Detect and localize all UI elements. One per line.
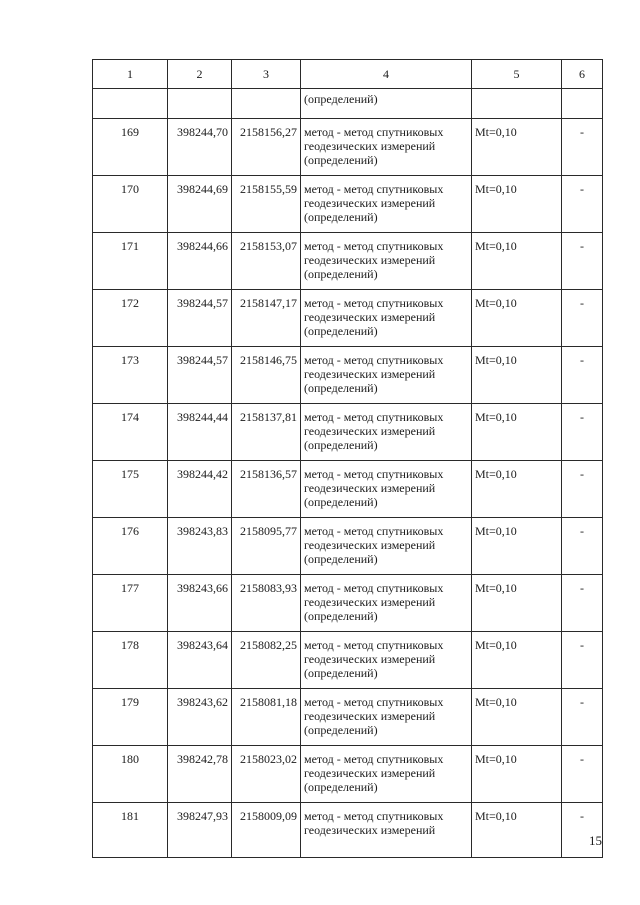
cell-reference: - [562, 575, 603, 632]
header-row [93, 60, 603, 89]
cell-reference: - [562, 347, 603, 404]
cell-accuracy: Mt=0,10 [472, 233, 562, 290]
cell-method [301, 803, 472, 858]
cell-point-number: 176 [93, 518, 168, 575]
cell-point-number: 179 [93, 689, 168, 746]
cell-method [301, 518, 472, 575]
method-line: геодезических измерений [304, 367, 436, 381]
method-line: метод - метод спутниковых [304, 182, 444, 196]
cell-reference [562, 89, 603, 119]
cell-method [301, 290, 472, 347]
cell-reference: - [562, 689, 603, 746]
cell-accuracy: Mt=0,10 [472, 632, 562, 689]
cell-reference: - [562, 518, 603, 575]
method-line: метод - метод спутниковых [304, 296, 444, 310]
cell-point-number: 173 [93, 347, 168, 404]
method-line: (определений) [304, 723, 378, 737]
cell-method [301, 689, 472, 746]
method-line: геодезических измерений [304, 139, 436, 153]
method-line: метод - метод спутниковых [304, 524, 444, 538]
cell-method [301, 575, 472, 632]
method-line: метод - метод спутниковых [304, 467, 444, 481]
cell-y-coordinate: 2158009,09 [232, 803, 301, 858]
cell-point-number: 175 [93, 461, 168, 518]
method-line: метод - метод спутниковых [304, 353, 444, 367]
cell-method [301, 89, 472, 119]
cell-y-coordinate: 2158156,27 [232, 119, 301, 176]
cell-y-coordinate: 2158083,93 [232, 575, 301, 632]
cell-point-number: 172 [93, 290, 168, 347]
method-line: геодезических измерений [304, 481, 436, 495]
table-header [93, 60, 603, 89]
table-row [93, 347, 603, 404]
cell-x-coordinate [168, 89, 232, 119]
cell-point-number: 169 [93, 119, 168, 176]
cell-point-number: 177 [93, 575, 168, 632]
cell-x-coordinate: 398244,42 [168, 461, 232, 518]
method-line: геодезических измерений [304, 709, 436, 723]
method-line: метод - метод спутниковых [304, 239, 444, 253]
cell-x-coordinate: 398244,70 [168, 119, 232, 176]
table-row [93, 518, 603, 575]
cell-point-number [93, 89, 168, 119]
cell-method [301, 632, 472, 689]
cell-x-coordinate: 398243,66 [168, 575, 232, 632]
method-line: метод - метод спутниковых [304, 581, 444, 595]
cell-y-coordinate: 2158081,18 [232, 689, 301, 746]
cell-y-coordinate: 2158095,77 [232, 518, 301, 575]
cell-point-number: 171 [93, 233, 168, 290]
cell-accuracy [472, 89, 562, 119]
cell-accuracy: Mt=0,10 [472, 176, 562, 233]
cell-point-number: 180 [93, 746, 168, 803]
cell-y-coordinate: 2158155,59 [232, 176, 301, 233]
method-line: метод - метод спутниковых [304, 695, 444, 709]
method-line: (определений) [304, 666, 378, 680]
cell-x-coordinate: 398243,64 [168, 632, 232, 689]
cell-method [301, 233, 472, 290]
cell-y-coordinate: 2158023,02 [232, 746, 301, 803]
cell-y-coordinate: 2158082,25 [232, 632, 301, 689]
header-col-4: 4 [301, 60, 472, 89]
header-col-3: 3 [232, 60, 301, 89]
cell-reference: - [562, 803, 603, 858]
cell-y-coordinate: 2158153,07 [232, 233, 301, 290]
table-row [93, 689, 603, 746]
table-body [93, 89, 603, 858]
cell-accuracy: Mt=0,10 [472, 803, 562, 858]
header-col-5: 5 [472, 60, 562, 89]
table-row [93, 746, 603, 803]
cell-x-coordinate: 398243,62 [168, 689, 232, 746]
method-line: (определений) [304, 210, 378, 224]
cell-x-coordinate: 398244,44 [168, 404, 232, 461]
cell-y-coordinate: 2158137,81 [232, 404, 301, 461]
cell-y-coordinate: 2158147,17 [232, 290, 301, 347]
table-row [93, 233, 603, 290]
table-row [93, 290, 603, 347]
method-line: геодезических измерений [304, 424, 436, 438]
cell-point-number: 174 [93, 404, 168, 461]
cell-reference: - [562, 461, 603, 518]
table-row [93, 176, 603, 233]
method-line: (определений) [304, 495, 378, 509]
cell-accuracy: Mt=0,10 [472, 746, 562, 803]
method-line: метод - метод спутниковых [304, 125, 444, 139]
cell-method [301, 119, 472, 176]
method-line: метод - метод спутниковых [304, 410, 444, 424]
cell-y-coordinate: 2158146,75 [232, 347, 301, 404]
cell-accuracy: Mt=0,10 [472, 404, 562, 461]
cell-reference: - [562, 176, 603, 233]
cell-point-number: 170 [93, 176, 168, 233]
cell-x-coordinate: 398244,57 [168, 347, 232, 404]
cell-method [301, 461, 472, 518]
cell-reference: - [562, 746, 603, 803]
cell-x-coordinate: 398247,93 [168, 803, 232, 858]
method-line: геодезических измерений [304, 196, 436, 210]
cell-method [301, 404, 472, 461]
method-line: геодезических измерений [304, 595, 436, 609]
method-line: (определений) [304, 438, 378, 452]
cell-reference: - [562, 233, 603, 290]
cell-x-coordinate: 398244,57 [168, 290, 232, 347]
cell-y-coordinate [232, 89, 301, 119]
table-row [93, 632, 603, 689]
cell-accuracy: Mt=0,10 [472, 290, 562, 347]
method-line: (определений) [304, 780, 378, 794]
cell-accuracy: Mt=0,10 [472, 347, 562, 404]
method-line: геодезических измерений [304, 652, 436, 666]
cell-accuracy: Mt=0,10 [472, 518, 562, 575]
header-col-6: 6 [562, 60, 603, 89]
header-col-1: 1 [93, 60, 168, 89]
method-line: (определений) [304, 267, 378, 281]
method-line: метод - метод спутниковых [304, 809, 444, 823]
method-line: (определений) [304, 324, 378, 338]
table-row [93, 575, 603, 632]
cell-point-number: 181 [93, 803, 168, 858]
method-line: метод - метод спутниковых [304, 752, 444, 766]
table-row [93, 119, 603, 176]
cell-x-coordinate: 398243,83 [168, 518, 232, 575]
method-line: (определений) [304, 552, 378, 566]
method-line: геодезических измерений [304, 310, 436, 324]
cell-reference: - [562, 404, 603, 461]
cell-x-coordinate: 398244,69 [168, 176, 232, 233]
continuation-row [93, 89, 603, 119]
method-line: метод - метод спутниковых [304, 638, 444, 652]
table-row [93, 404, 603, 461]
header-col-2: 2 [168, 60, 232, 89]
cell-point-number: 178 [93, 632, 168, 689]
table-row [93, 803, 603, 858]
cell-accuracy: Mt=0,10 [472, 575, 562, 632]
cell-method [301, 176, 472, 233]
cell-method [301, 347, 472, 404]
cell-accuracy: Mt=0,10 [472, 689, 562, 746]
method-line: геодезических измерений [304, 766, 436, 780]
cell-reference: - [562, 290, 603, 347]
page-number: 15 [589, 833, 602, 848]
cell-x-coordinate: 398242,78 [168, 746, 232, 803]
method-line: геодезических измерений [304, 538, 436, 552]
table-row [93, 461, 603, 518]
method-line: (определений) [304, 381, 378, 395]
method-line: (определений) [304, 609, 378, 623]
coordinates-table [92, 59, 603, 858]
cell-x-coordinate: 398244,66 [168, 233, 232, 290]
method-line: (определений) [304, 92, 378, 106]
cell-accuracy: Mt=0,10 [472, 461, 562, 518]
cell-accuracy: Mt=0,10 [472, 119, 562, 176]
cell-method [301, 746, 472, 803]
cell-reference: - [562, 632, 603, 689]
method-line: геодезических измерений [304, 823, 436, 837]
method-line: геодезических измерений [304, 253, 436, 267]
method-line: (определений) [304, 153, 378, 167]
cell-reference: - [562, 119, 603, 176]
cell-y-coordinate: 2158136,57 [232, 461, 301, 518]
